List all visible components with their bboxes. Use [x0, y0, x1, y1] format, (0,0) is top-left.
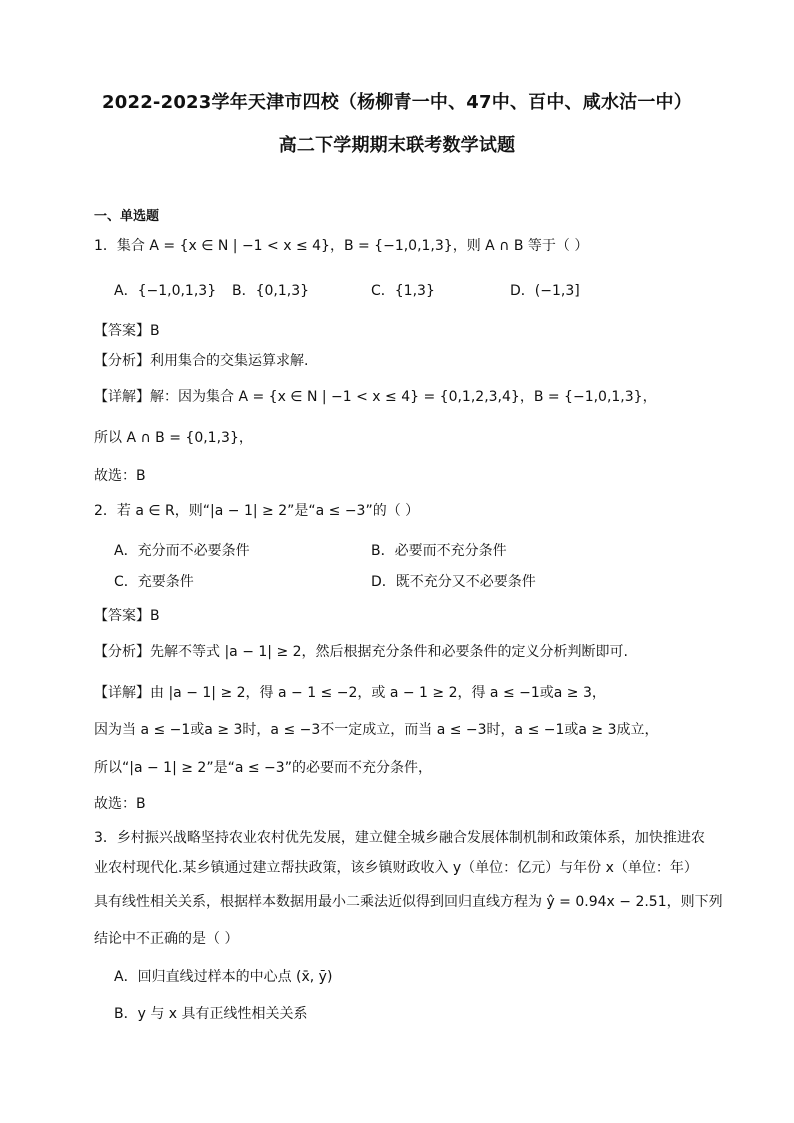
q1-option-b: B．{0,1,3} [232, 283, 310, 299]
q1-answer: 【答案】B [94, 323, 160, 339]
q1-analysis: 【分析】利用集合的交集运算求解. [94, 353, 309, 369]
q2-detail-2: 因为当 a ≤ −1或a ≥ 3时，a ≤ −3不一定成立，而当 a ≤ −3时，a ≤ −1或a ≥ 3成立， [94, 722, 659, 738]
q3-line-3: 具有线性相关关系，根据样本数据用最小二乘法近似得到回归直线方程为 ŷ = 0.94x − 2.51，则下列 [94, 894, 723, 910]
q2-analysis: 【分析】先解不等式 |a − 1| ≥ 2，然后根据充分条件和必要条件的定义分析判断即可. [94, 644, 628, 660]
q2-option-c: C．充要条件 [114, 574, 194, 590]
q1-stem: 1．集合 A = {x ∈ N | −1 < x ≤ 4}，B = {−1,0,1,3}，则 A ∩ B 等于（ ） [94, 238, 589, 254]
q1-conclusion: 故选：B [94, 468, 146, 484]
section-heading: 一、单选题 [94, 209, 160, 224]
q2-stem: 2．若 a ∈ R，则“|a − 1| ≥ 2”是“a ≤ −3”的（ ） [94, 503, 420, 519]
exam-title-line1: 2022-2023学年天津市四校（杨柳青一中、47中、百中、咸水沽一中） [102, 92, 692, 113]
q2-answer: 【答案】B [94, 608, 160, 624]
q1-option-c: C．{1,3} [371, 283, 435, 299]
q2-option-d: D．既不充分又不必要条件 [371, 574, 536, 590]
q2-conclusion: 故选：B [94, 796, 146, 812]
q2-option-a: A．充分而不必要条件 [114, 543, 250, 559]
exam-title-line2: 高二下学期期末联考数学试题 [278, 135, 516, 156]
q1-detail-1: 【详解】解：因为集合 A = {x ∈ N | −1 < x ≤ 4} = {0,1,2,3,4}，B = {−1,0,1,3}， [94, 389, 657, 405]
q1-option-a: A．{−1,0,1,3} [114, 283, 217, 299]
q3-option-b: B．y 与 x 具有正线性相关关系 [114, 1006, 308, 1022]
q3-line-4: 结论中不正确的是（ ） [94, 931, 239, 947]
q2-option-b: B．必要而不充分条件 [371, 543, 507, 559]
q1-option-d: D．(−1,3] [510, 283, 580, 299]
q1-detail-2: 所以 A ∩ B = {0,1,3}， [94, 430, 253, 446]
q3-option-a: A．回归直线过样本的中心点 (x̄, ȳ) [114, 969, 333, 985]
q3-line-1: 3．乡村振兴战略坚持农业农村优先发展，建立健全城乡融合发展体制机制和政策体系，加快推进农 [94, 830, 705, 846]
q3-line-2: 业农村现代化.某乡镇通过建立帮扶政策，该乡镇财政收入 y（单位：亿元）与年份 x（单位：年） [94, 860, 698, 876]
q2-detail-3: 所以“|a − 1| ≥ 2”是“a ≤ −3”的必要而不充分条件， [94, 760, 432, 776]
q2-detail-1: 【详解】由 |a − 1| ≥ 2，得 a − 1 ≤ −2，或 a − 1 ≥ 2，得 a ≤ −1或a ≥ 3， [94, 685, 606, 701]
